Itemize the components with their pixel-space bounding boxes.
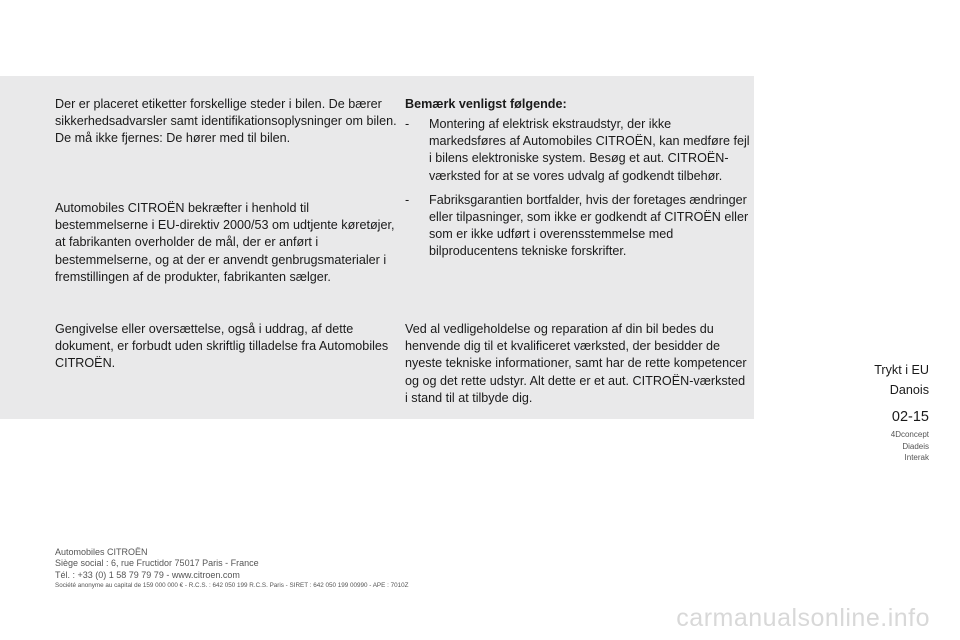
company-legal: Société anonyme au capital de 159 000 000 € - R.C.S. : 642 050 199 R.C.S. Paris - SIRET : 642 050 199 00990 - APE : 7010Z xyxy=(55,581,409,589)
site-watermark: carmanualsonline.info xyxy=(676,604,930,632)
notice-heading: Bemærk venligst følgende: xyxy=(405,97,567,111)
printed-in-label: Trykt i EU xyxy=(874,363,929,377)
maintenance-paragraph: Ved al vedligeholdelse og reparation af din bil bedes du henvende dig til et kvalificeret værksted, der besidder de nyeste tekniske informationer, samt har de rette kompetencer og og det rette udstyr. Alt dette er et aut. CITROËN-værksted i stand til at tilbyde dig. xyxy=(405,322,747,405)
company-footer xyxy=(55,547,408,590)
eu-directive-paragraph: Automobiles CITROËN bekræfter i henhold til bestemmelserne i EU-direktiv 2000/53 om udtjente køretøjer, at fabrikanten overholder de mål, der er anført i bestemmelserne, og at der er anvendt genbrugsmaterialer i fremstillingen af de produkter, fabrikanten sælger. xyxy=(55,201,395,284)
company-contact: Tél. : +33 (0) 1 58 79 79 79 - www.citroen.com xyxy=(55,569,240,580)
language-label: Danois xyxy=(889,383,929,397)
agency-name: Interak xyxy=(904,453,929,462)
notice-list xyxy=(405,116,750,268)
list-item xyxy=(405,192,750,261)
list-item-text: Fabriksgarantien bortfalder, hvis der foretages ændringer eller tilpasninger, som ikke er godkendt af CITROËN eller som er ikke udført i overensstemmelse med bilproducentens tekniske forskrifter. xyxy=(429,192,749,259)
list-item xyxy=(405,116,750,185)
agency-name: Diadeis xyxy=(902,441,929,451)
company-name: Automobiles CITROËN xyxy=(55,547,148,557)
list-dash: - xyxy=(405,117,410,131)
labels-paragraph: Der er placeret etiketter forskellige steder i bilen. De bærer sikkerhedsadvarsler samt identifikationsoplysninger om bilen. De må ikke fjernes: De hører med til bilen. xyxy=(55,97,397,146)
copyright-paragraph: Gengivelse eller oversættelse, også i uddrag, af dette dokument, er forbudt uden skriftlig tilladelse fra Automobiles CITROËN. xyxy=(55,322,389,371)
agency-credits xyxy=(891,429,929,464)
agency-name: 4Dconcept xyxy=(890,430,929,439)
company-address: Siège social : 6, rue Fructidor 75017 Paris - France xyxy=(55,558,259,569)
document-code: 02-15 xyxy=(891,409,929,425)
list-dash: - xyxy=(405,192,410,207)
list-item-text: Montering af elektrisk ekstraudstyr, der ikke markedsføres af Automobiles CITROËN, kan medføre fejl i bilens elektroniske system. Besøg et aut. CITROËN-værksted for at se vores udvalg af godkendt tilbehør. xyxy=(429,117,750,183)
